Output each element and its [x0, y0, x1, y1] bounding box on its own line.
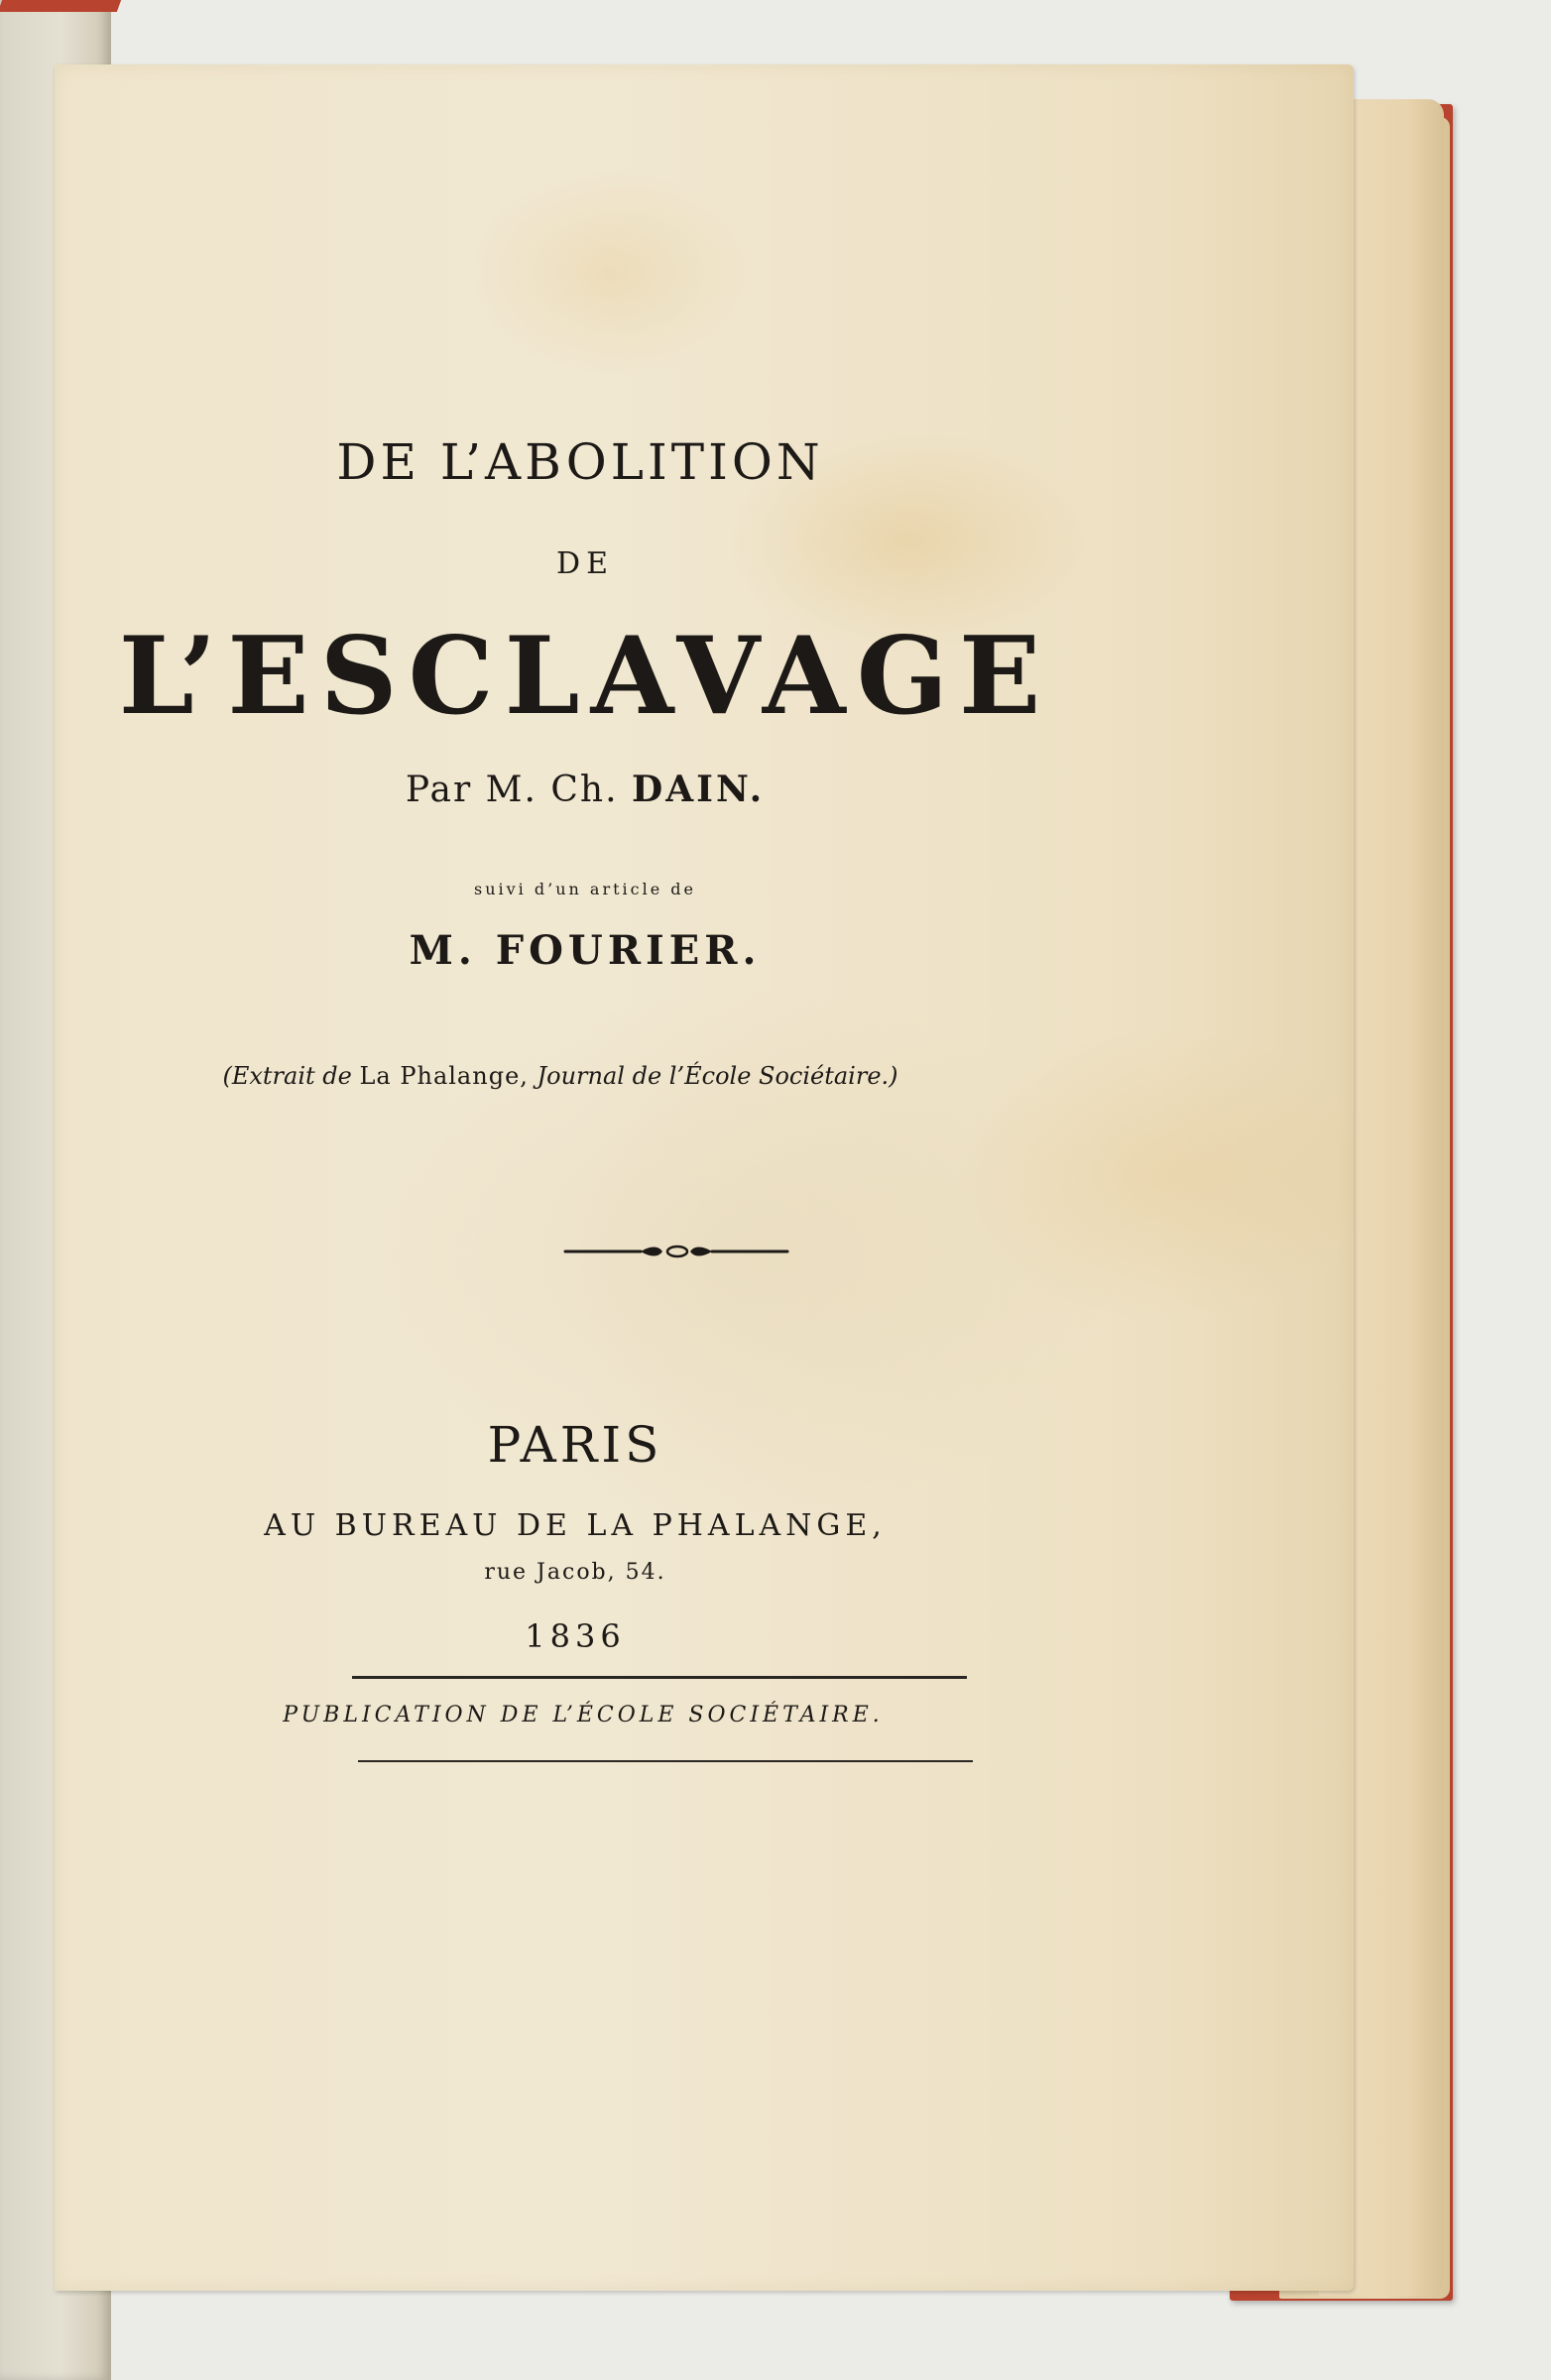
author-byline — [0, 769, 1235, 810]
author-name: DAIN. — [631, 769, 766, 810]
publisher: AU BUREAU DE LA PHALANGE, — [264, 1508, 887, 1543]
cover-edge — [0, 0, 121, 12]
rule-top — [352, 1676, 967, 1679]
journal-name: La Phalange, — [359, 1062, 537, 1090]
title-line-1: DE L’ABOLITION — [336, 433, 824, 491]
suivi-line: suivi d’un article de — [474, 880, 696, 898]
publication-year: 1836 — [525, 1617, 626, 1655]
ornament-divider-icon — [563, 1240, 791, 1263]
title-page — [55, 64, 1354, 2291]
second-author: M. FOURIER. — [409, 927, 762, 974]
city: PARIS — [487, 1416, 663, 1474]
title-line-2: DE — [556, 546, 614, 581]
extract-rest: Journal de l’École Sociétaire.) — [537, 1062, 898, 1090]
address: rue Jacob, 54. — [484, 1560, 666, 1585]
rule-bottom — [358, 1760, 973, 1762]
extract-note — [0, 1062, 1210, 1090]
byline-prefix: Par M. Ch. — [405, 770, 632, 810]
series-line: PUBLICATION DE L’ÉCOLE SOCIÉTAIRE. — [283, 1703, 884, 1727]
extract-open: (Extrait de — [222, 1062, 360, 1090]
main-title: L’ESCLAVAGE — [118, 614, 1052, 739]
